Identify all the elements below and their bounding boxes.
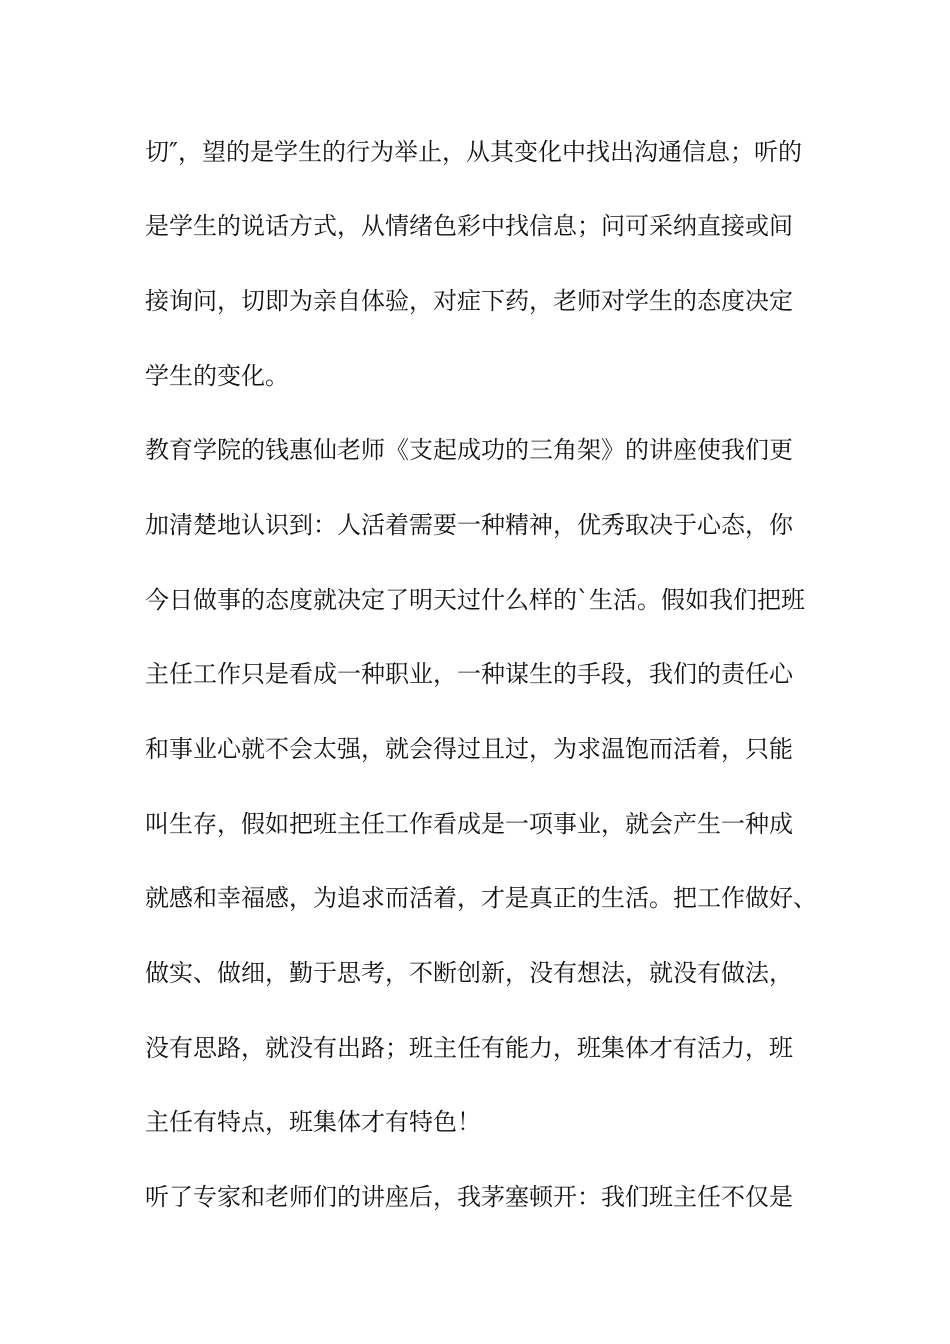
text-line: 听了专家和老师们的讲座后，我茅塞顿开：我们班主任不仅是 bbox=[145, 1183, 793, 1211]
text-line: 是学生的说话方式，从情绪色彩中找信息；问可采纳直接或间 bbox=[145, 212, 793, 240]
text-line: 主任有特点，班集体才有特色！ bbox=[145, 1108, 481, 1136]
text-line: 就感和幸福感，为追求而活着，才是真正的生活。把工作做好、 bbox=[145, 884, 817, 912]
text-line: 主任工作只是看成一种职业，一种谋生的手段，我们的责任心 bbox=[145, 660, 793, 688]
text-line: 接询问，切即为亲自体验，对症下药，老师对学生的态度决定 bbox=[145, 287, 793, 315]
text-line: 做实、做细，勤于思考，不断创新，没有想法，就没有做法， bbox=[145, 959, 793, 987]
text-line: 今日做事的态度就决定了明天过什么样的`生活。假如我们把班 bbox=[145, 586, 805, 614]
text-line: 叫生存，假如把班主任工作看成是一项事业，就会产生一种成 bbox=[145, 810, 793, 838]
text-line: 没有思路，就没有出路；班主任有能力，班集体才有活力，班 bbox=[145, 1034, 793, 1062]
text-line: 教育学院的钱惠仙老师《支起成功的三角架》的讲座使我们更 bbox=[145, 436, 793, 464]
text-line: 学生的变化。 bbox=[145, 362, 289, 390]
text-line: 切″，望的是学生的行为举止，从其变化中找出沟通信息；听的 bbox=[145, 138, 802, 166]
text-line: 加清楚地认识到：人活着需要一种精神，优秀取决于心态，你 bbox=[145, 511, 793, 539]
text-line: 和事业心就不会太强，就会得过且过，为求温饱而活着，只能 bbox=[145, 735, 793, 763]
